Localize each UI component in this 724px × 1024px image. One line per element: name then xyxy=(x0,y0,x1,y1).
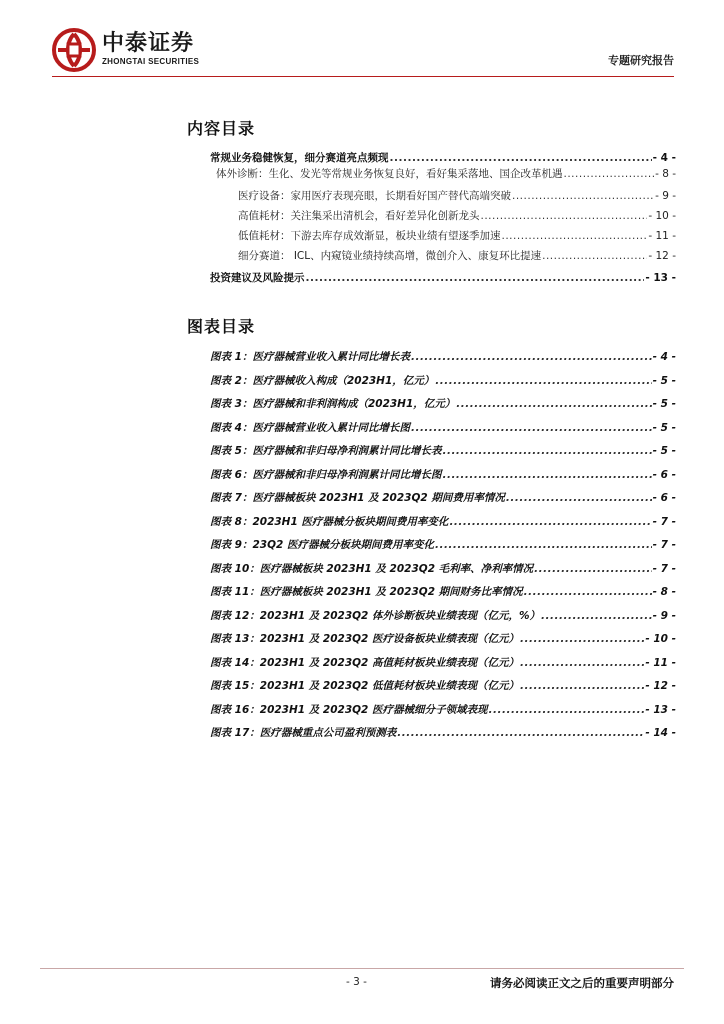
figure-item-page: - 5 - xyxy=(652,445,676,457)
figure-item[interactable] xyxy=(210,655,676,671)
figure-item-page: - 4 - xyxy=(652,351,676,363)
leader-dots xyxy=(489,702,645,718)
leader-dots xyxy=(506,490,652,506)
page-number: - 3 - xyxy=(346,976,367,988)
leader-dots xyxy=(435,373,651,389)
figure-item[interactable] xyxy=(210,373,676,389)
figure-item-page: - 9 - xyxy=(652,610,676,622)
figure-item[interactable] xyxy=(210,702,676,718)
toc-item[interactable] xyxy=(210,270,676,286)
figure-item-label: 图表 15：2023H1 及 2023Q2 低值耗材板块业绩表现（亿元） xyxy=(210,680,520,692)
figures-title: 图表目录 xyxy=(187,317,256,336)
logo-text xyxy=(102,32,199,68)
toc-item[interactable] xyxy=(238,208,676,224)
figure-item[interactable] xyxy=(210,678,676,694)
figure-item-page: - 7 - xyxy=(652,563,676,575)
figure-item-page: - 12 - xyxy=(645,680,676,692)
leader-dots xyxy=(520,631,644,647)
figure-item-page: - 5 - xyxy=(652,422,676,434)
figure-item-label: 图表 13：2023H1 及 2023Q2 医疗设备板块业绩表现（亿元） xyxy=(210,633,520,645)
figure-item-page: - 6 - xyxy=(652,492,676,504)
figure-item-label: 图表 11：医疗器械板块 2023H1 及 2023Q2 期间财务比率情况 xyxy=(210,586,523,598)
figure-item-label: 图表 5：医疗器械和非归母净利润累计同比增长表 xyxy=(210,445,442,457)
figure-item-label: 图表 9：23Q2 医疗器械分板块期间费用率变化 xyxy=(210,539,434,551)
figure-item-label: 图表 10：医疗器械板块 2023H1 及 2023Q2 毛利率、净利率情况 xyxy=(210,563,534,575)
leader-dots xyxy=(411,349,652,365)
figure-item-page: - 13 - xyxy=(645,704,676,716)
figure-item-label: 图表 16：2023H1 及 2023Q2 医疗器械细分子领域表现 xyxy=(210,704,488,716)
toc-item[interactable] xyxy=(210,150,676,166)
figure-item-page: - 6 - xyxy=(652,469,676,481)
figure-item-label: 图表 17：医疗器械重点公司盈利预测表 xyxy=(210,727,397,739)
leader-dots xyxy=(435,537,652,553)
figure-item[interactable] xyxy=(210,396,676,412)
zhongtai-logo-icon xyxy=(52,28,96,72)
toc-item-page: - 12 - xyxy=(648,250,676,262)
figure-item-label: 图表 4：医疗器械营业收入累计同比增长图 xyxy=(210,422,410,434)
figure-item-page: - 11 - xyxy=(645,657,676,669)
toc-item[interactable] xyxy=(238,228,676,244)
toc-item-page: - 8 - xyxy=(655,168,676,180)
leader-dots xyxy=(411,420,652,436)
figure-item-page: - 5 - xyxy=(652,375,676,387)
toc-item-page: - 11 - xyxy=(648,230,676,242)
leader-dots xyxy=(481,208,648,224)
leader-dots xyxy=(520,678,644,694)
toc-item-page: - 9 - xyxy=(655,190,676,202)
figure-item-page: - 10 - xyxy=(645,633,676,645)
leader-dots xyxy=(524,584,652,600)
toc-item-label: 高值耗材：关注集采出清机会，看好差异化创新龙头 xyxy=(238,210,480,222)
toc-item-label: 细分赛道： ICL、内窥镜业绩持续高增，微创介入、康复环比提速 xyxy=(238,250,542,262)
figure-item[interactable] xyxy=(210,514,676,530)
toc-item-label: 低值耗材：下游去库存成效渐显，板块业绩有望逐季加速 xyxy=(238,230,501,242)
figure-item-label: 图表 7：医疗器械板块 2023H1 及 2023Q2 期间费用率情况 xyxy=(210,492,505,504)
figure-item[interactable] xyxy=(210,725,676,741)
figure-item-label: 图表 1：医疗器械营业收入累计同比增长表 xyxy=(210,351,410,363)
toc-item-page: - 4 - xyxy=(652,152,676,164)
figure-item-page: - 7 - xyxy=(652,516,676,528)
figure-item-page: - 14 - xyxy=(645,727,676,739)
figure-item[interactable] xyxy=(210,420,676,436)
contents-title: 内容目录 xyxy=(187,119,256,138)
leader-dots xyxy=(502,228,648,244)
figure-item[interactable] xyxy=(210,584,676,600)
toc-item[interactable] xyxy=(238,188,676,204)
toc-item-label: 体外诊断：生化、发光等常规业务恢复良好，看好集采落地、国企改革机遇 xyxy=(216,168,563,180)
toc-item-label: 常规业务稳健恢复，细分赛道亮点频现 xyxy=(210,152,389,164)
header-divider xyxy=(52,76,674,77)
leader-dots xyxy=(456,396,651,412)
logo-english-name: ZHONGTAI SECURITIES xyxy=(102,57,200,66)
company-logo xyxy=(52,28,199,72)
leader-dots xyxy=(442,443,651,459)
footer-divider xyxy=(40,968,684,969)
toc-item-label: 医疗设备：家用医疗表现亮眼，长期看好国产替代高端突破 xyxy=(238,190,511,202)
figure-item[interactable] xyxy=(210,537,676,553)
leader-dots xyxy=(390,150,652,166)
report-type-label: 专题研究报告 xyxy=(608,54,674,67)
figure-item-page: - 5 - xyxy=(652,398,676,410)
leader-dots xyxy=(449,514,651,530)
leader-dots xyxy=(512,188,654,204)
figure-item-label: 图表 12：2023H1 及 2023Q2 体外诊断板块业绩表现（亿元，%） xyxy=(210,610,541,622)
leader-dots xyxy=(520,655,644,671)
figure-item-label: 图表 14：2023H1 及 2023Q2 高值耗材板块业绩表现（亿元） xyxy=(210,657,520,669)
toc-item-label: 投资建议及风险提示 xyxy=(210,272,305,284)
toc-item[interactable] xyxy=(216,166,676,182)
figure-item-page: - 8 - xyxy=(652,586,676,598)
logo-chinese-name: 中泰证券 xyxy=(102,31,195,56)
figure-item[interactable] xyxy=(210,608,676,624)
leader-dots xyxy=(541,608,652,624)
disclaimer-note: 请务必阅读正文之后的重要声明部分 xyxy=(490,976,674,990)
figure-item-label: 图表 8：2023H1 医疗器械分板块期间费用率变化 xyxy=(210,516,449,528)
figure-item[interactable] xyxy=(210,561,676,577)
figure-item[interactable] xyxy=(210,490,676,506)
leader-dots xyxy=(397,725,644,741)
toc-item-page: - 10 - xyxy=(648,210,676,222)
toc-item[interactable] xyxy=(238,248,676,264)
figure-item[interactable] xyxy=(210,443,676,459)
page-header xyxy=(0,0,724,90)
leader-dots xyxy=(534,561,651,577)
figure-item[interactable] xyxy=(210,467,676,483)
figure-item-page: - 7 - xyxy=(652,539,676,551)
figure-item[interactable] xyxy=(210,631,676,647)
figure-item-label: 图表 2：医疗器械收入构成（2023H1，亿元） xyxy=(210,375,435,387)
figure-item-label: 图表 3：医疗器械和非利润构成（2023H1，亿元） xyxy=(210,398,456,410)
figure-item-label: 图表 6：医疗器械和非归母净利润累计同比增长图 xyxy=(210,469,442,481)
toc-item-page: - 13 - xyxy=(645,272,676,284)
leader-dots xyxy=(442,467,651,483)
leader-dots xyxy=(542,248,647,264)
figure-item[interactable] xyxy=(210,349,676,365)
leader-dots xyxy=(306,270,645,286)
leader-dots xyxy=(564,166,655,182)
